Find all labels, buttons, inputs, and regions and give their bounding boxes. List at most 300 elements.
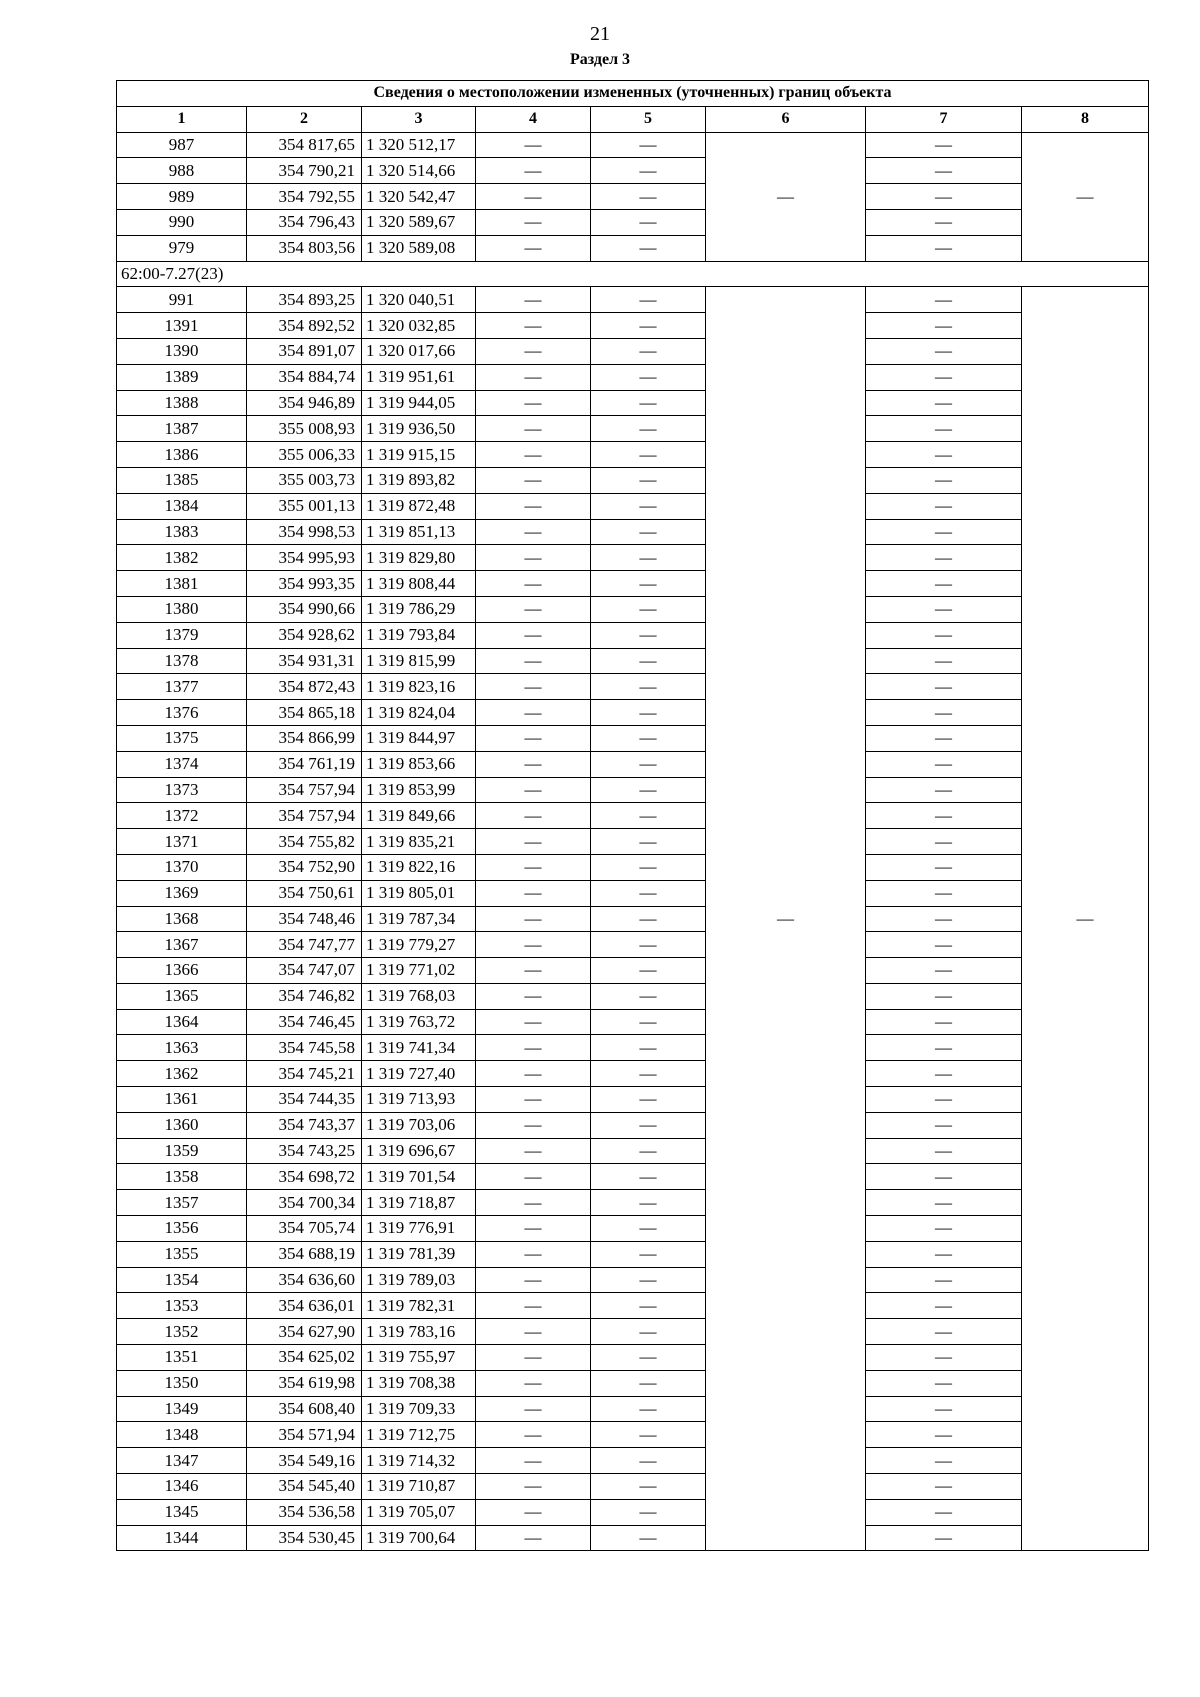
x-coordinate-cell: 354 928,62	[247, 622, 362, 648]
point-number-cell: 988	[117, 158, 247, 184]
column-5-cell: —	[591, 854, 706, 880]
point-number-cell: 987	[117, 132, 247, 158]
y-coordinate-cell: 1 319 893,82	[362, 467, 476, 493]
table-row	[117, 184, 1149, 210]
column-5-cell: —	[591, 1009, 706, 1035]
column-header: 6	[706, 106, 866, 132]
column-5-cell: —	[591, 1061, 706, 1087]
column-4-cell: —	[476, 854, 591, 880]
column-5-cell: —	[591, 829, 706, 855]
column-5-cell: —	[591, 700, 706, 726]
column-6-merged-cell: —	[706, 287, 866, 1551]
column-7-cell: —	[866, 1112, 1022, 1138]
y-coordinate-cell: 1 319 853,66	[362, 751, 476, 777]
column-4-cell: —	[476, 1009, 591, 1035]
column-7-cell: —	[866, 983, 1022, 1009]
column-7-cell: —	[866, 1035, 1022, 1061]
table-row	[117, 1293, 1149, 1319]
x-coordinate-cell: 354 746,82	[247, 983, 362, 1009]
column-5-cell: —	[591, 184, 706, 210]
column-7-cell: —	[866, 1267, 1022, 1293]
column-4-cell: —	[476, 648, 591, 674]
y-coordinate-cell: 1 319 805,01	[362, 880, 476, 906]
table-row	[117, 1087, 1149, 1113]
column-4-cell: —	[476, 545, 591, 571]
column-5-cell: —	[591, 803, 706, 829]
column-5-cell: —	[591, 545, 706, 571]
table-caption: Сведения о местоположении измененных (уточненных) границ объекта	[117, 81, 1149, 107]
x-coordinate-cell: 354 744,35	[247, 1087, 362, 1113]
column-4-cell: —	[476, 1061, 591, 1087]
x-coordinate-cell: 354 790,21	[247, 158, 362, 184]
table-row	[117, 674, 1149, 700]
table-row	[117, 313, 1149, 339]
x-coordinate-cell: 354 796,43	[247, 209, 362, 235]
y-coordinate-cell: 1 319 712,75	[362, 1422, 476, 1448]
y-coordinate-cell: 1 320 040,51	[362, 287, 476, 313]
column-7-cell: —	[866, 880, 1022, 906]
column-7-cell: —	[866, 1061, 1022, 1087]
y-coordinate-cell: 1 319 705,07	[362, 1499, 476, 1525]
point-number-cell: 1368	[117, 906, 247, 932]
column-4-cell: —	[476, 467, 591, 493]
y-coordinate-cell: 1 319 700,64	[362, 1525, 476, 1551]
point-number-cell: 1363	[117, 1035, 247, 1061]
y-coordinate-cell: 1 319 815,99	[362, 648, 476, 674]
y-coordinate-cell: 1 320 032,85	[362, 313, 476, 339]
column-4-cell: —	[476, 1112, 591, 1138]
x-coordinate-cell: 355 008,93	[247, 416, 362, 442]
point-number-cell: 1383	[117, 519, 247, 545]
column-7-cell: —	[866, 700, 1022, 726]
point-number-cell: 1359	[117, 1138, 247, 1164]
column-4-cell: —	[476, 235, 591, 261]
table-row	[117, 1190, 1149, 1216]
column-7-cell: —	[866, 1345, 1022, 1371]
column-5-cell: —	[591, 932, 706, 958]
y-coordinate-cell: 1 319 786,29	[362, 596, 476, 622]
point-number-cell: 1360	[117, 1112, 247, 1138]
point-number-cell: 1382	[117, 545, 247, 571]
column-5-cell: —	[591, 158, 706, 184]
x-coordinate-cell: 354 545,40	[247, 1474, 362, 1500]
table-row	[117, 158, 1149, 184]
point-number-cell: 1391	[117, 313, 247, 339]
column-5-cell: —	[591, 467, 706, 493]
column-4-cell: —	[476, 906, 591, 932]
y-coordinate-cell: 1 319 789,03	[362, 1267, 476, 1293]
y-coordinate-cell: 1 319 835,21	[362, 829, 476, 855]
y-coordinate-cell: 1 320 542,47	[362, 184, 476, 210]
column-5-cell: —	[591, 1112, 706, 1138]
y-coordinate-cell: 1 319 771,02	[362, 958, 476, 984]
column-4-cell: —	[476, 880, 591, 906]
column-7-cell: —	[866, 829, 1022, 855]
point-number-cell: 1361	[117, 1087, 247, 1113]
column-7-cell: —	[866, 1241, 1022, 1267]
x-coordinate-cell: 354 893,25	[247, 287, 362, 313]
x-coordinate-cell: 354 549,16	[247, 1448, 362, 1474]
column-5-cell: —	[591, 1474, 706, 1500]
x-coordinate-cell: 354 746,45	[247, 1009, 362, 1035]
y-coordinate-cell: 1 319 872,48	[362, 493, 476, 519]
column-7-cell: —	[866, 313, 1022, 339]
table-row	[117, 854, 1149, 880]
column-7-cell: —	[866, 1293, 1022, 1319]
table-row	[117, 803, 1149, 829]
column-5-cell: —	[591, 880, 706, 906]
y-coordinate-cell: 1 319 951,61	[362, 364, 476, 390]
column-7-cell: —	[866, 1422, 1022, 1448]
point-number-cell: 1362	[117, 1061, 247, 1087]
table-row	[117, 1422, 1149, 1448]
x-coordinate-cell: 354 747,07	[247, 958, 362, 984]
x-coordinate-cell: 354 698,72	[247, 1164, 362, 1190]
column-4-cell: —	[476, 1216, 591, 1242]
column-4-cell: —	[476, 1525, 591, 1551]
table-row	[117, 1138, 1149, 1164]
column-4-cell: —	[476, 596, 591, 622]
column-5-cell: —	[591, 571, 706, 597]
column-7-cell: —	[866, 622, 1022, 648]
point-number-cell: 1350	[117, 1370, 247, 1396]
point-number-cell: 990	[117, 209, 247, 235]
table-row	[117, 1370, 1149, 1396]
column-5-cell: —	[591, 519, 706, 545]
x-coordinate-cell: 354 998,53	[247, 519, 362, 545]
column-7-cell: —	[866, 1190, 1022, 1216]
x-coordinate-cell: 354 743,37	[247, 1112, 362, 1138]
point-number-cell: 991	[117, 287, 247, 313]
column-8-merged-cell: —	[1022, 132, 1149, 261]
x-coordinate-cell: 354 745,58	[247, 1035, 362, 1061]
x-coordinate-cell: 354 530,45	[247, 1525, 362, 1551]
column-5-cell: —	[591, 1241, 706, 1267]
x-coordinate-cell: 354 625,02	[247, 1345, 362, 1371]
column-4-cell: —	[476, 184, 591, 210]
y-coordinate-cell: 1 320 017,66	[362, 338, 476, 364]
column-5-cell: —	[591, 1138, 706, 1164]
column-5-cell: —	[591, 235, 706, 261]
column-4-cell: —	[476, 416, 591, 442]
x-coordinate-cell: 355 001,13	[247, 493, 362, 519]
point-number-cell: 1367	[117, 932, 247, 958]
y-coordinate-cell: 1 319 714,32	[362, 1448, 476, 1474]
column-5-cell: —	[591, 1216, 706, 1242]
x-coordinate-cell: 354 757,94	[247, 803, 362, 829]
column-7-cell: —	[866, 1370, 1022, 1396]
column-4-cell: —	[476, 1396, 591, 1422]
column-5-cell: —	[591, 390, 706, 416]
column-4-cell: —	[476, 829, 591, 855]
column-7-cell: —	[866, 184, 1022, 210]
column-4-cell: —	[476, 751, 591, 777]
x-coordinate-cell: 354 743,25	[247, 1138, 362, 1164]
table-row	[117, 235, 1149, 261]
x-coordinate-cell: 354 884,74	[247, 364, 362, 390]
column-4-cell: —	[476, 1164, 591, 1190]
column-4-cell: —	[476, 1293, 591, 1319]
table-row	[117, 622, 1149, 648]
column-7-cell: —	[866, 467, 1022, 493]
point-number-cell: 1351	[117, 1345, 247, 1371]
point-number-cell: 1369	[117, 880, 247, 906]
column-4-cell: —	[476, 1474, 591, 1500]
column-header: 5	[591, 106, 706, 132]
column-4-cell: —	[476, 958, 591, 984]
y-coordinate-cell: 1 319 696,67	[362, 1138, 476, 1164]
column-6-merged-cell: —	[706, 132, 866, 261]
y-coordinate-cell: 1 319 783,16	[362, 1319, 476, 1345]
x-coordinate-cell: 354 817,65	[247, 132, 362, 158]
column-header: 8	[1022, 106, 1149, 132]
point-number-cell: 1376	[117, 700, 247, 726]
y-coordinate-cell: 1 319 824,04	[362, 700, 476, 726]
y-coordinate-cell: 1 319 713,93	[362, 1087, 476, 1113]
x-coordinate-cell: 354 892,52	[247, 313, 362, 339]
y-coordinate-cell: 1 320 514,66	[362, 158, 476, 184]
point-number-cell: 1380	[117, 596, 247, 622]
table-row	[117, 571, 1149, 597]
column-5-cell: —	[591, 1190, 706, 1216]
column-5-cell: —	[591, 313, 706, 339]
column-5-cell: —	[591, 1396, 706, 1422]
coordinates-table	[116, 80, 1149, 1551]
column-header: 4	[476, 106, 591, 132]
x-coordinate-cell: 354 745,21	[247, 1061, 362, 1087]
column-4-cell: —	[476, 132, 591, 158]
y-coordinate-cell: 1 319 822,16	[362, 854, 476, 880]
x-coordinate-cell: 354 931,31	[247, 648, 362, 674]
y-coordinate-cell: 1 319 718,87	[362, 1190, 476, 1216]
point-number-cell: 1357	[117, 1190, 247, 1216]
column-4-cell: —	[476, 1035, 591, 1061]
x-coordinate-cell: 354 757,94	[247, 777, 362, 803]
table-row	[117, 442, 1149, 468]
column-7-cell: —	[866, 442, 1022, 468]
x-coordinate-cell: 354 619,98	[247, 1370, 362, 1396]
column-5-cell: —	[591, 1293, 706, 1319]
x-coordinate-cell: 354 865,18	[247, 700, 362, 726]
table-row	[117, 1009, 1149, 1035]
x-coordinate-cell: 354 688,19	[247, 1241, 362, 1267]
column-header: 1	[117, 106, 247, 132]
column-7-cell: —	[866, 1448, 1022, 1474]
y-coordinate-cell: 1 319 851,13	[362, 519, 476, 545]
y-coordinate-cell: 1 320 589,08	[362, 235, 476, 261]
column-5-cell: —	[591, 416, 706, 442]
column-7-cell: —	[866, 1396, 1022, 1422]
point-number-cell: 1353	[117, 1293, 247, 1319]
column-5-cell: —	[591, 209, 706, 235]
subheading-row	[117, 261, 1149, 287]
column-5-cell: —	[591, 1164, 706, 1190]
column-7-cell: —	[866, 235, 1022, 261]
table-row	[117, 648, 1149, 674]
column-4-cell: —	[476, 803, 591, 829]
column-4-cell: —	[476, 287, 591, 313]
y-coordinate-cell: 1 319 755,97	[362, 1345, 476, 1371]
y-coordinate-cell: 1 319 727,40	[362, 1061, 476, 1087]
column-4-cell: —	[476, 1448, 591, 1474]
column-5-cell: —	[591, 364, 706, 390]
column-5-cell: —	[591, 287, 706, 313]
column-4-cell: —	[476, 390, 591, 416]
column-5-cell: —	[591, 751, 706, 777]
table-row	[117, 751, 1149, 777]
column-7-cell: —	[866, 1009, 1022, 1035]
column-7-cell: —	[866, 545, 1022, 571]
column-7-cell: —	[866, 1319, 1022, 1345]
column-4-cell: —	[476, 622, 591, 648]
column-header-row	[117, 106, 1149, 132]
column-5-cell: —	[591, 338, 706, 364]
point-number-cell: 1347	[117, 1448, 247, 1474]
column-7-cell: —	[866, 958, 1022, 984]
point-number-cell: 1374	[117, 751, 247, 777]
column-7-cell: —	[866, 596, 1022, 622]
x-coordinate-cell: 354 748,46	[247, 906, 362, 932]
column-7-cell: —	[866, 209, 1022, 235]
column-7-cell: —	[866, 338, 1022, 364]
table-row	[117, 932, 1149, 958]
table-row	[117, 906, 1149, 932]
column-7-cell: —	[866, 1087, 1022, 1113]
x-coordinate-cell: 354 571,94	[247, 1422, 362, 1448]
point-number-cell: 1379	[117, 622, 247, 648]
table-row	[117, 1061, 1149, 1087]
column-5-cell: —	[591, 1087, 706, 1113]
column-5-cell: —	[591, 493, 706, 519]
point-number-cell: 1364	[117, 1009, 247, 1035]
cadastral-subheading: 62:00-7.27(23)	[117, 261, 1149, 287]
x-coordinate-cell: 354 700,34	[247, 1190, 362, 1216]
column-7-cell: —	[866, 1499, 1022, 1525]
column-4-cell: —	[476, 364, 591, 390]
column-5-cell: —	[591, 132, 706, 158]
column-5-cell: —	[591, 725, 706, 751]
column-5-cell: —	[591, 1422, 706, 1448]
column-7-cell: —	[866, 803, 1022, 829]
y-coordinate-cell: 1 319 823,16	[362, 674, 476, 700]
table-row	[117, 1241, 1149, 1267]
y-coordinate-cell: 1 319 787,34	[362, 906, 476, 932]
x-coordinate-cell: 355 006,33	[247, 442, 362, 468]
point-number-cell: 1355	[117, 1241, 247, 1267]
column-5-cell: —	[591, 674, 706, 700]
x-coordinate-cell: 354 803,56	[247, 235, 362, 261]
column-4-cell: —	[476, 983, 591, 1009]
y-coordinate-cell: 1 319 701,54	[362, 1164, 476, 1190]
column-7-cell: —	[866, 1216, 1022, 1242]
point-number-cell: 1373	[117, 777, 247, 803]
column-7-cell: —	[866, 287, 1022, 313]
point-number-cell: 1388	[117, 390, 247, 416]
table-caption-row	[117, 81, 1149, 107]
column-4-cell: —	[476, 493, 591, 519]
column-7-cell: —	[866, 1525, 1022, 1551]
y-coordinate-cell: 1 319 853,99	[362, 777, 476, 803]
table-row	[117, 1216, 1149, 1242]
y-coordinate-cell: 1 319 710,87	[362, 1474, 476, 1500]
column-7-cell: —	[866, 390, 1022, 416]
column-4-cell: —	[476, 674, 591, 700]
point-number-cell: 1377	[117, 674, 247, 700]
column-5-cell: —	[591, 983, 706, 1009]
column-5-cell: —	[591, 1370, 706, 1396]
y-coordinate-cell: 1 319 709,33	[362, 1396, 476, 1422]
y-coordinate-cell: 1 319 944,05	[362, 390, 476, 416]
point-number-cell: 1358	[117, 1164, 247, 1190]
point-number-cell: 1356	[117, 1216, 247, 1242]
point-number-cell: 1365	[117, 983, 247, 1009]
column-7-cell: —	[866, 158, 1022, 184]
column-4-cell: —	[476, 1138, 591, 1164]
table-row	[117, 1319, 1149, 1345]
column-7-cell: —	[866, 493, 1022, 519]
column-7-cell: —	[866, 1474, 1022, 1500]
y-coordinate-cell: 1 319 844,97	[362, 725, 476, 751]
x-coordinate-cell: 354 990,66	[247, 596, 362, 622]
page-number: 21	[590, 23, 610, 45]
x-coordinate-cell: 354 705,74	[247, 1216, 362, 1242]
x-coordinate-cell: 354 946,89	[247, 390, 362, 416]
column-5-cell: —	[591, 1345, 706, 1371]
x-coordinate-cell: 354 792,55	[247, 184, 362, 210]
column-7-cell: —	[866, 132, 1022, 158]
y-coordinate-cell: 1 319 708,38	[362, 1370, 476, 1396]
column-8-merged-cell: —	[1022, 287, 1149, 1551]
column-5-cell: —	[591, 1525, 706, 1551]
x-coordinate-cell: 354 636,01	[247, 1293, 362, 1319]
table-row	[117, 1267, 1149, 1293]
point-number-cell: 1390	[117, 338, 247, 364]
column-5-cell: —	[591, 1035, 706, 1061]
y-coordinate-cell: 1 319 741,34	[362, 1035, 476, 1061]
point-number-cell: 1384	[117, 493, 247, 519]
column-7-cell: —	[866, 725, 1022, 751]
table-row	[117, 700, 1149, 726]
table-row	[117, 1448, 1149, 1474]
point-number-cell: 1372	[117, 803, 247, 829]
table-row	[117, 416, 1149, 442]
column-5-cell: —	[591, 1499, 706, 1525]
column-4-cell: —	[476, 1087, 591, 1113]
column-4-cell: —	[476, 338, 591, 364]
table-row	[117, 364, 1149, 390]
table-row	[117, 725, 1149, 751]
column-4-cell: —	[476, 777, 591, 803]
column-7-cell: —	[866, 674, 1022, 700]
column-5-cell: —	[591, 1448, 706, 1474]
column-4-cell: —	[476, 1190, 591, 1216]
point-number-cell: 979	[117, 235, 247, 261]
column-5-cell: —	[591, 1267, 706, 1293]
column-4-cell: —	[476, 1370, 591, 1396]
column-4-cell: —	[476, 1319, 591, 1345]
y-coordinate-cell: 1 319 776,91	[362, 1216, 476, 1242]
column-4-cell: —	[476, 1267, 591, 1293]
column-5-cell: —	[591, 1319, 706, 1345]
table-row	[117, 1035, 1149, 1061]
column-7-cell: —	[866, 906, 1022, 932]
column-7-cell: —	[866, 932, 1022, 958]
point-number-cell: 1378	[117, 648, 247, 674]
column-4-cell: —	[476, 1345, 591, 1371]
column-4-cell: —	[476, 158, 591, 184]
column-4-cell: —	[476, 442, 591, 468]
column-5-cell: —	[591, 596, 706, 622]
